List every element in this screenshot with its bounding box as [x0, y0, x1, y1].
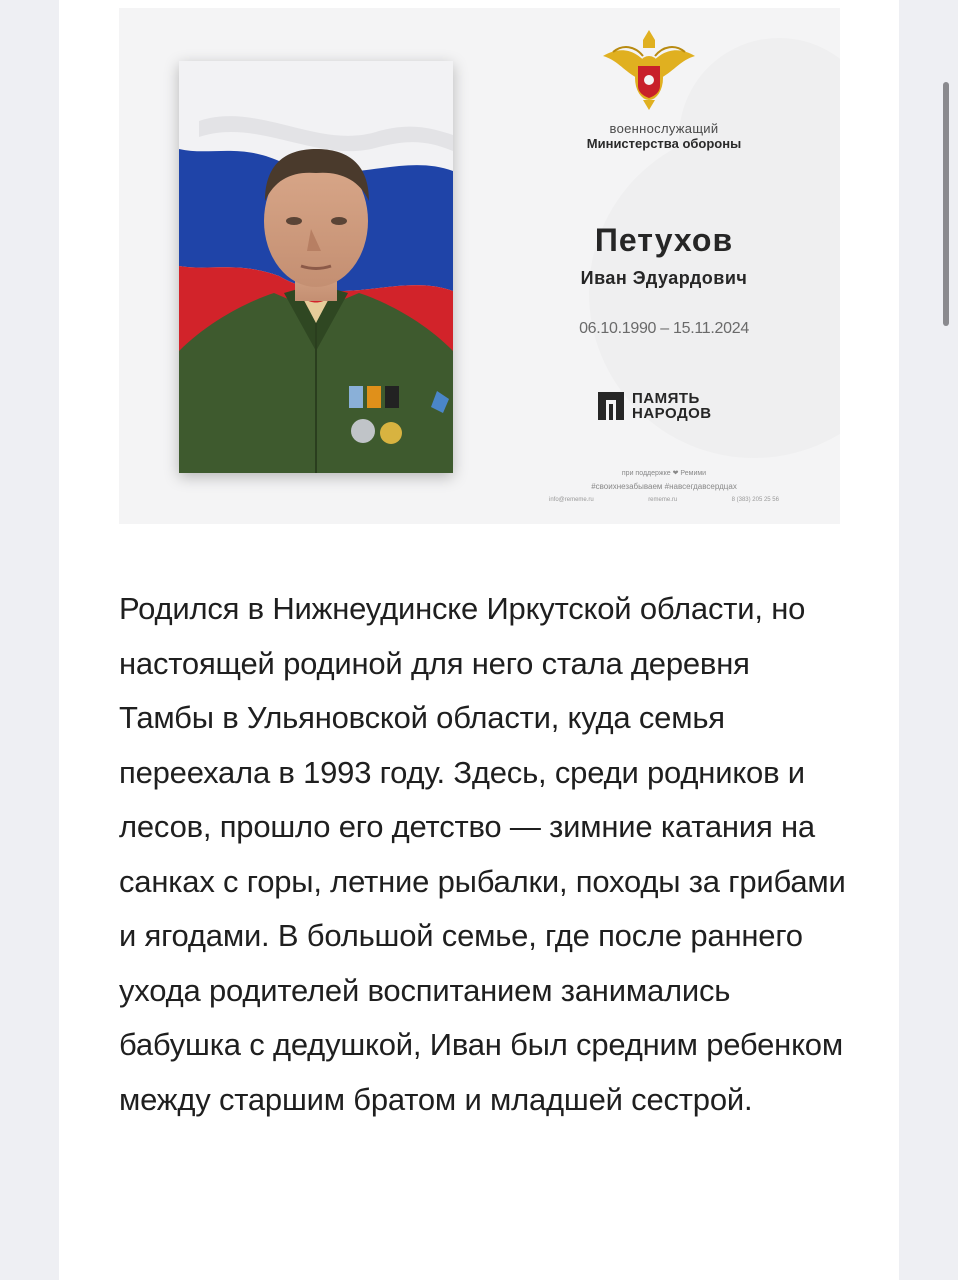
contact-phone: 8 (383) 205 25 56: [731, 497, 779, 503]
biography-text: Родился в Нижнеудинске Иркутской области, но настоящей родиной для него стала деревня Тамбы в Ульяновской области, куда семья переехала в 1993 году. Здесь, среди родников и лесов, прошло его детство — зимние катания на санках с горы, летние рыбалки, походы за грибами и ягодами. В большой семье, где после раннего ухода родителей воспитанием занимались бабушка с дедушкой, Иван был средним ребенком между старшим братом и младшей сестрой.: [119, 591, 846, 1117]
memorial-card[interactable]: [119, 8, 840, 524]
life-dates: 06.10.1990 – 15.11.2024: [579, 320, 749, 337]
logo-text: [632, 391, 712, 421]
scrollbar[interactable]: [943, 82, 949, 326]
given-name: Иван Эдуардович: [580, 268, 748, 288]
logo-line-1: ПАМЯТЬ: [632, 390, 700, 407]
mod-emblem-icon: [603, 26, 695, 110]
hashtags: #своихнезабываем #навсегдавсердцах: [591, 482, 737, 491]
portrait-illustration: [179, 61, 453, 473]
logo-line-2: НАРОДОВ: [632, 405, 712, 422]
portrait-photo: [179, 61, 453, 473]
contacts-row: [549, 497, 779, 503]
pamyat-narodov-logo[interactable]: [596, 388, 712, 424]
pamyat-narodov-logo-icon: [596, 388, 626, 424]
support-note: при поддержке ❤ Ремими: [621, 470, 707, 477]
caption-serviceman: военнослужащий: [609, 121, 719, 136]
surname: Петухов: [594, 222, 734, 258]
contact-email: info@rememe.ru: [549, 497, 594, 503]
contact-site: rememe.ru: [648, 497, 678, 503]
caption-ministry: Министерства обороны: [586, 136, 742, 151]
